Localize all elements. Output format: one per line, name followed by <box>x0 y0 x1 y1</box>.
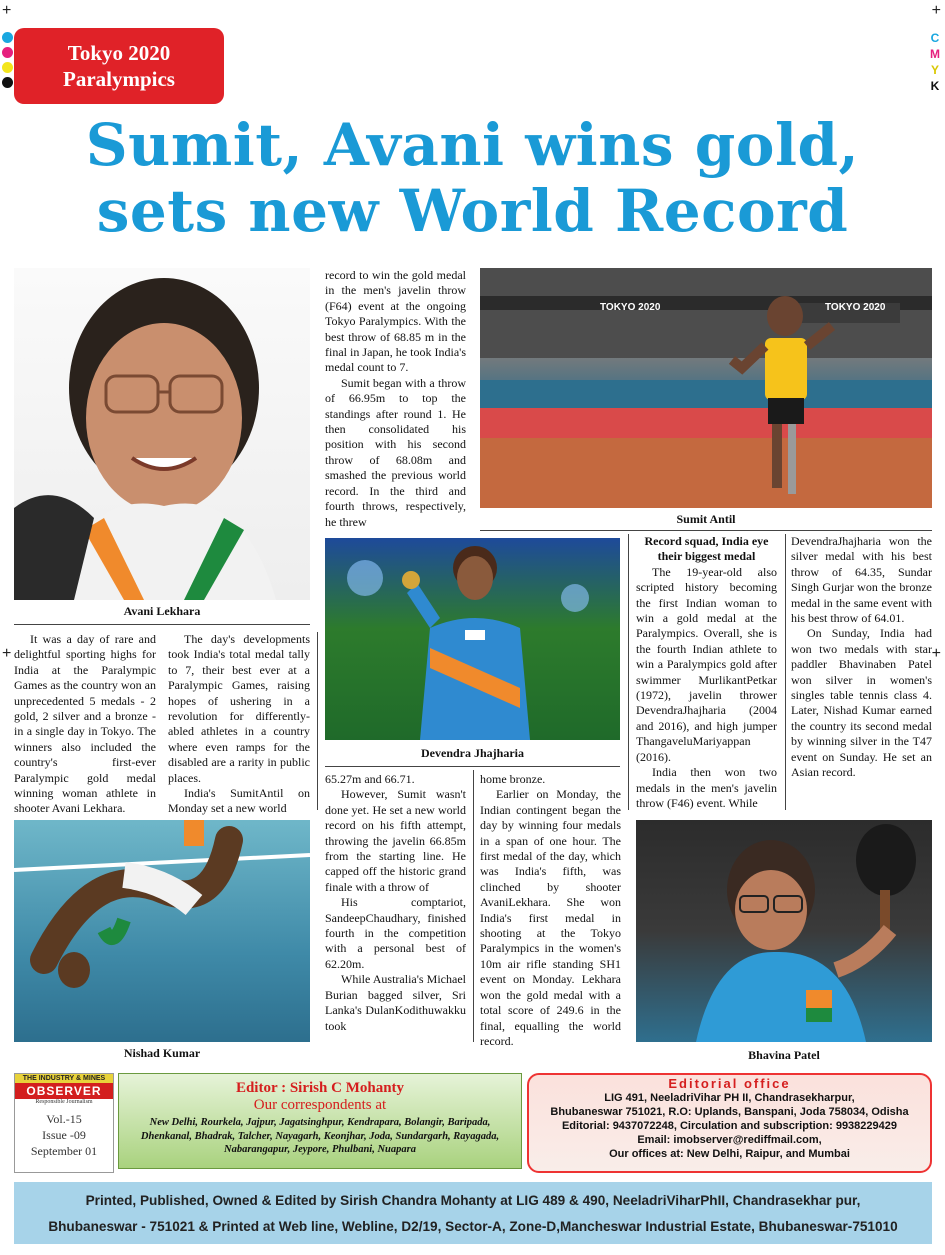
avani-photo <box>14 268 310 600</box>
article-paragraph: India's SumitAntil on Monday set a new world <box>168 786 310 816</box>
section-tag-line1: Tokyo 2020 <box>67 41 171 65</box>
editorial-office-title: Editorial office <box>668 1076 791 1091</box>
article-paragraph: While Australia's Michael Burian bagged silver, Sri Lanka's DulanKodithuwakku took <box>325 972 466 1033</box>
cmyk-m: M <box>930 47 940 61</box>
headline-line2: sets new World Record <box>96 177 849 245</box>
article-paragraph: The 19-year-old also scripted history becoming the first Indian woman to win a gold medal at the Paralympics. Overall, she is the fourth Indian athlete to win a Paralympics gold after swimmer MurlikantPetkar (1972), javelin thrower DevendraJhajharia (2004 and 2016), and high jumper ThangaveluMariyappan (2016). <box>636 564 777 764</box>
registration-mark: + <box>2 2 12 19</box>
print-line-1: Printed, Published, Owned & Edited by Sirish Chandra Mohanty at LIG 489 & 490, NeeladriViharPhII, Chandrasekhar pur, <box>85 1193 861 1208</box>
sumit-photo-banner-right: TOKYO 2020 <box>825 302 886 313</box>
article-column-3-top <box>325 268 466 530</box>
issue: Issue -09 <box>42 1128 86 1142</box>
article-paragraph: India then won two medals in the men's javelin throw (F46) event. While <box>636 765 777 810</box>
office-line: Bhubaneswar 751021, R.O: Uplands, Banspani, Joda 758034, Odisha <box>550 1106 909 1118</box>
headline-line1: Sumit, Avani wins gold, <box>85 111 860 179</box>
section-tag <box>14 28 224 104</box>
divider <box>325 766 620 767</box>
column-rule <box>628 534 629 810</box>
registration-mark: + <box>931 2 941 19</box>
editor-label: Editor : Sirish C Mohanty <box>235 1080 405 1096</box>
column-rule <box>785 534 786 810</box>
sumit-photo-banner-left: TOKYO 2020 <box>600 302 661 313</box>
article-column-6 <box>791 534 932 781</box>
office-line: LIG 491, NeeladriVihar PH II, Chandrasekharpur, <box>604 1092 855 1104</box>
print-line <box>14 1182 932 1244</box>
masthead-strip: THE INDUSTRY & MINES <box>15 1074 113 1083</box>
color-registration-dots <box>2 32 14 92</box>
article-column-2 <box>168 632 310 817</box>
masthead-tagline: Responsible Journalism <box>35 1099 93 1105</box>
nishad-photo <box>14 820 310 1042</box>
divider <box>480 530 932 531</box>
masthead-name: OBSERVER <box>15 1083 113 1099</box>
devendra-photo <box>325 538 620 740</box>
bhavina-caption: Bhavina Patel <box>748 1048 820 1062</box>
article-column-1 <box>14 632 156 817</box>
volume: Vol.-15 <box>46 1112 82 1126</box>
article-paragraph: It was a day of rare and delightful sporting highs for India at the Paralympic Games as the country won an unprecedented 5 medals - 2 gold, 2 silver and a bronze - in a single day in Tokyo. The winners also included the country's first-ever Paralympic gold medal winning woman athlete in shooter Avani Lekhara. <box>14 632 156 816</box>
registration-mark: + <box>931 645 941 662</box>
section-tag-line2: Paralympics <box>63 67 175 91</box>
cmyk-k: K <box>930 79 940 93</box>
divider <box>14 624 310 625</box>
avani-caption: Avani Lekhara <box>123 604 201 618</box>
office-line: Email: imobserver@rediffmail.com, <box>637 1134 822 1146</box>
sumit-caption: Sumit Antil <box>676 512 736 526</box>
column-rule <box>317 632 318 810</box>
article-column-4 <box>480 772 621 1049</box>
devendra-caption: Devendra Jhajharia <box>421 746 524 760</box>
cmyk-c: C <box>930 31 940 45</box>
article-paragraph: The day's developments took India's total medal tally to 7, their best ever at a Paralympic Games, raising hopes of ushering in a revolution for differently-abled athletes in a country where even ramps for the disabled are a rarity in public places. <box>168 632 310 785</box>
issue-date: September 01 <box>30 1144 98 1158</box>
bhavina-photo <box>636 820 932 1042</box>
article-paragraph: Sumit began with a throw of 66.95m to top the standings after round 1. He then consolidated his position with his second throw of 68.08m and smashed the previous world record. In the third and fourth throws, respectively, he threw <box>325 375 466 529</box>
office-line: Editorial: 9437072248, Circulation and subscription: 9938229429 <box>561 1120 898 1132</box>
article-paragraph: 65.27m and 66.71. <box>325 772 415 786</box>
article-subheading: Record squad, India eye their biggest medal <box>644 534 769 564</box>
column-rule <box>473 770 474 1042</box>
headline <box>0 112 945 244</box>
editorial-office-box <box>527 1073 932 1173</box>
color-registration-letters <box>929 30 941 94</box>
article-paragraph: Earlier on Monday, the Indian contingent began the day by winning four medals in a span of one hour. The first medal of the day, which was India's fifth, was clinched by shooter AvaniLekhara. She won India's first medal in shooting at the Tokyo Paralympics in the women's 10m air rifle standing SH1 event on Monday. Lekhara won the gold medal with a total score of 249.6 in the final, equalling the world record. <box>480 787 621 1048</box>
article-paragraph: home bronze. <box>480 772 546 786</box>
registration-mark: + <box>2 645 12 662</box>
print-line-2: Bhubaneswar - 751021 & Printed at Web line, Webline, D2/19, Sector-A, Zone-D,Mancheswar Industrial Estate, Bhubaneswar-751010 <box>48 1219 898 1234</box>
office-line: Our offices at: New Delhi, Raipur, and Mumbai <box>609 1148 850 1160</box>
article-paragraph: record to win the gold medal in the men's javelin throw (F64) event at the ongoing Tokyo Paralympics. With the best throw of 68.85 m in the final in Japan, he took India's medal count to 7. <box>325 268 466 375</box>
correspondents-title: Our correspondents at <box>253 1097 387 1113</box>
article-paragraph: His comptariot, SandeepChaudhary, finished fourth in the competition with a personal best of 62.20m. <box>325 895 466 971</box>
editor-box <box>118 1073 522 1169</box>
article-paragraph: However, Sumit wasn't done yet. He set a new world record on his fifth attempt, throwing the javelin 66.85m from the starting line. He capped off the historic grand finale with a throw of <box>325 787 466 894</box>
article-column-5 <box>636 534 777 811</box>
article-paragraph: On Sunday, India had won two medals with star paddler Bhavinaben Patel won silver in women's singles table tennis class 4. Later, Nishad Kumar earned the country its second medal by winning silver in the T47 event on Sunday. He set an Asian record. <box>791 626 932 780</box>
article-paragraph: DevendraJhajharia won the silver medal with his best throw of 64.35, Sundar Singh Gurjar won the bronze medal in the same event with his best throw of 64.01. <box>791 534 932 626</box>
correspondents-list: New Delhi, Rourkela, Jajpur, Jagatsinghpur, Kendrapara, Bolangir, Baripada, Dhenkanal, Bhadrak, Talcher, Nayagarh, Keonjhar, Joda, Sundargarh, Rayagada, Nabarangapur, Jeypore, Phulbani, Nuapara <box>140 1117 500 1155</box>
cmyk-y: Y <box>930 63 939 77</box>
masthead-logo <box>14 1073 114 1173</box>
nishad-caption: Nishad Kumar <box>123 1046 201 1060</box>
article-column-3-bottom <box>325 772 466 1034</box>
sumit-photo <box>480 268 932 508</box>
